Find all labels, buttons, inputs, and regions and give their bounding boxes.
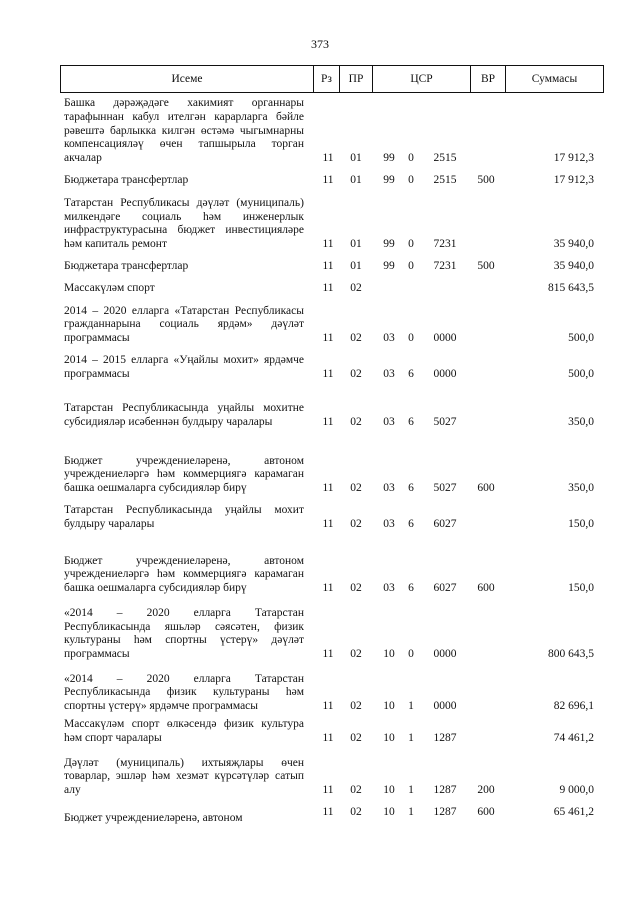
- row-csr-code: 2515: [433, 152, 457, 165]
- row-csr-program: 10: [383, 784, 395, 797]
- row-csr-subprogram: 1: [408, 784, 414, 797]
- row-sum: 9 000,0: [559, 784, 594, 797]
- row-rz: 11: [322, 482, 334, 495]
- table-row: [0, 96, 640, 166]
- row-sum: 800 643,5: [548, 648, 594, 661]
- row-name: 2014 – 2015 елларга «Уңайлы мохит» ярдәмче программасы: [64, 354, 304, 381]
- row-csr-program: 99: [383, 260, 395, 273]
- table-row: [0, 804, 640, 825]
- row-vr: 600: [477, 482, 495, 495]
- row-sum: 35 940,0: [553, 260, 594, 273]
- row-sum: 65 461,2: [553, 806, 594, 819]
- row-csr-program: 10: [383, 700, 395, 713]
- table-row: [0, 750, 640, 798]
- row-name: Массакүләм спорт өлкәсендә физик культура һәм спорт чаралары: [64, 718, 304, 745]
- row-pr: 02: [350, 784, 362, 797]
- row-pr: 02: [350, 700, 362, 713]
- row-rz: 11: [322, 700, 334, 713]
- row-sum: 82 696,1: [553, 700, 594, 713]
- row-pr: 02: [350, 416, 362, 429]
- table-row: [0, 668, 640, 714]
- row-rz: 11: [322, 416, 334, 429]
- table-row: [0, 436, 640, 496]
- row-pr: 02: [350, 368, 362, 381]
- row-sum: 17 912,3: [553, 152, 594, 165]
- table-row: [0, 280, 640, 296]
- row-name: «2014 – 2020 елларга Татарстан Республикасында физик культураны һәм спортны үстерү» ярдәмче программасы: [64, 672, 304, 713]
- row-sum: 500,0: [568, 332, 594, 345]
- row-csr-program: 10: [383, 806, 395, 819]
- column-header-rz: Рз: [314, 66, 340, 92]
- row-csr-program: 03: [383, 582, 395, 595]
- column-header-sum: Суммасы: [531, 73, 578, 85]
- row-rz: 11: [322, 368, 334, 381]
- row-rz: 11: [322, 174, 334, 187]
- column-header-vr: ВР: [471, 66, 506, 92]
- row-rz: 11: [322, 332, 334, 345]
- row-sum: 74 461,2: [553, 732, 594, 745]
- row-csr-code: 1287: [433, 732, 457, 745]
- row-sum: 150,0: [568, 582, 594, 595]
- row-sum: 150,0: [568, 518, 594, 531]
- row-csr-code: 0000: [433, 700, 457, 713]
- row-rz: 11: [322, 260, 334, 273]
- row-rz: 11: [322, 152, 334, 165]
- row-sum: 350,0: [568, 416, 594, 429]
- table-row: [0, 300, 640, 346]
- row-csr-code: 0000: [433, 648, 457, 661]
- row-pr: 02: [350, 482, 362, 495]
- row-rz: 11: [322, 784, 334, 797]
- row-csr-program: 99: [383, 152, 395, 165]
- column-header-name: Исеме: [61, 66, 314, 92]
- table-row: [0, 500, 640, 532]
- row-name: Татарстан Республикасы дәүләт (муниципаль) милкендәге социаль һәм инженерлык инфраструктурасына бюджет инвестицияләре һәм капиталь ремонт: [64, 196, 304, 251]
- row-csr-program: 03: [383, 332, 395, 345]
- row-csr-subprogram: 6: [408, 518, 414, 531]
- row-pr: 02: [350, 582, 362, 595]
- row-name: Бюджетара трансфертлар: [64, 260, 189, 273]
- row-csr-program: 10: [383, 648, 395, 661]
- row-csr-program: 03: [383, 416, 395, 429]
- row-csr-subprogram: 0: [408, 174, 414, 187]
- table-row: [0, 716, 640, 746]
- table-row: [0, 602, 640, 662]
- row-csr-program: 03: [383, 518, 395, 531]
- row-name: Бюджет учреждениеләренә, автоном: [64, 812, 243, 825]
- row-pr: 02: [350, 732, 362, 745]
- row-csr-program: 99: [383, 238, 395, 251]
- row-csr-code: 5027: [433, 482, 457, 495]
- row-name: Дәүләт (муниципаль) ихтыяҗлары өчен товарлар, эшләр һәм хезмәт күрсәтүләр сатып алу: [64, 756, 304, 797]
- row-csr-code: 6027: [433, 518, 457, 531]
- row-csr-subprogram: 0: [408, 260, 414, 273]
- row-pr: 01: [350, 152, 362, 165]
- row-name: Башка дәрәҗәдәге хакимият органнары тарафыннан кабул ителгән карарларга бәйле рәвештә барлыкка килгән өстәмә чыгымнарны компенсацияләү өчен тапшырыла торган акчалар: [64, 97, 304, 165]
- row-csr-subprogram: 6: [408, 368, 414, 381]
- row-pr: 01: [350, 174, 362, 187]
- row-csr-code: 5027: [433, 416, 457, 429]
- column-header-csr: ЦСР: [373, 66, 471, 92]
- row-pr: 02: [350, 282, 362, 295]
- row-csr-code: 2515: [433, 174, 457, 187]
- row-csr-subprogram: 6: [408, 416, 414, 429]
- row-csr-code: 0000: [433, 332, 457, 345]
- row-pr: 02: [350, 332, 362, 345]
- row-name: Бюджетара трансфертлар: [64, 174, 189, 187]
- row-pr: 02: [350, 806, 362, 819]
- row-pr: 01: [350, 260, 362, 273]
- row-csr-program: 03: [383, 368, 395, 381]
- row-name: Массакүләм спорт: [64, 282, 155, 295]
- row-pr: 01: [350, 238, 362, 251]
- row-rz: 11: [322, 582, 334, 595]
- row-sum: 350,0: [568, 482, 594, 495]
- row-csr-code: 0000: [433, 368, 457, 381]
- row-csr-subprogram: 1: [408, 732, 414, 745]
- row-sum: 17 912,3: [553, 174, 594, 187]
- row-name: «2014 – 2020 елларга Татарстан Республикасында яшьләр сәясәтен, физик культураны һәм спортны үстерү» дәүләт программасы: [64, 606, 304, 661]
- row-csr-subprogram: 6: [408, 482, 414, 495]
- row-csr-subprogram: 1: [408, 806, 414, 819]
- row-csr-code: 7231: [433, 260, 457, 273]
- row-csr-code: 1287: [433, 806, 457, 819]
- row-csr-subprogram: 6: [408, 582, 414, 595]
- row-name: Бюджет учреждениеләренә, автоном учреждениеләргә һәм коммерциягә карамаган башка оешмаларга субсидияләр бирү: [64, 554, 304, 595]
- table-row: [0, 536, 640, 596]
- row-csr-subprogram: 0: [408, 332, 414, 345]
- table-row: [0, 384, 640, 430]
- row-csr-program: 10: [383, 732, 395, 745]
- row-csr-subprogram: 0: [408, 238, 414, 251]
- table-row: [0, 194, 640, 252]
- row-csr-subprogram: 0: [408, 152, 414, 165]
- row-csr-program: 03: [383, 482, 395, 495]
- page-number: 373: [311, 37, 329, 51]
- row-sum: 35 940,0: [553, 238, 594, 251]
- table-row: [0, 258, 640, 274]
- row-vr: 500: [477, 260, 495, 273]
- row-csr-subprogram: 1: [408, 700, 414, 713]
- row-vr: 600: [477, 582, 495, 595]
- table-row: [0, 172, 640, 188]
- row-rz: 11: [322, 732, 334, 745]
- row-rz: 11: [322, 518, 334, 531]
- row-csr-program: 99: [383, 174, 395, 187]
- row-csr-code: 1287: [433, 784, 457, 797]
- row-csr-subprogram: 0: [408, 648, 414, 661]
- row-name: Бюджет учреждениеләренә, автоном учреждениеләргә һәм коммерциягә карамаган башка оешмаларга субсидияләр бирү: [64, 454, 304, 495]
- row-csr-code: 7231: [433, 238, 457, 251]
- row-name: 2014 – 2020 елларга «Татарстан Республикасы гражданнарына социаль ярдәм» дәүләт программасы: [64, 304, 304, 345]
- row-name: Татарстан Республикасында уңайлы мохит булдыру чаралары: [64, 504, 304, 531]
- table-row: [0, 350, 640, 382]
- row-rz: 11: [322, 238, 334, 251]
- row-rz: 11: [322, 806, 334, 819]
- column-header-pr: ПР: [340, 66, 373, 92]
- row-vr: 500: [477, 174, 495, 187]
- row-rz: 11: [322, 648, 334, 661]
- row-pr: 02: [350, 518, 362, 531]
- row-vr: 600: [477, 806, 495, 819]
- row-sum: 815 643,5: [548, 282, 594, 295]
- row-sum: 500,0: [568, 368, 594, 381]
- row-rz: 11: [322, 282, 334, 295]
- row-name: Татарстан Республикасында уңайлы мохитне субсидияләр исәбеннән булдыру чаралары: [64, 402, 304, 429]
- row-vr: 200: [477, 784, 495, 797]
- row-pr: 02: [350, 648, 362, 661]
- row-csr-code: 6027: [433, 582, 457, 595]
